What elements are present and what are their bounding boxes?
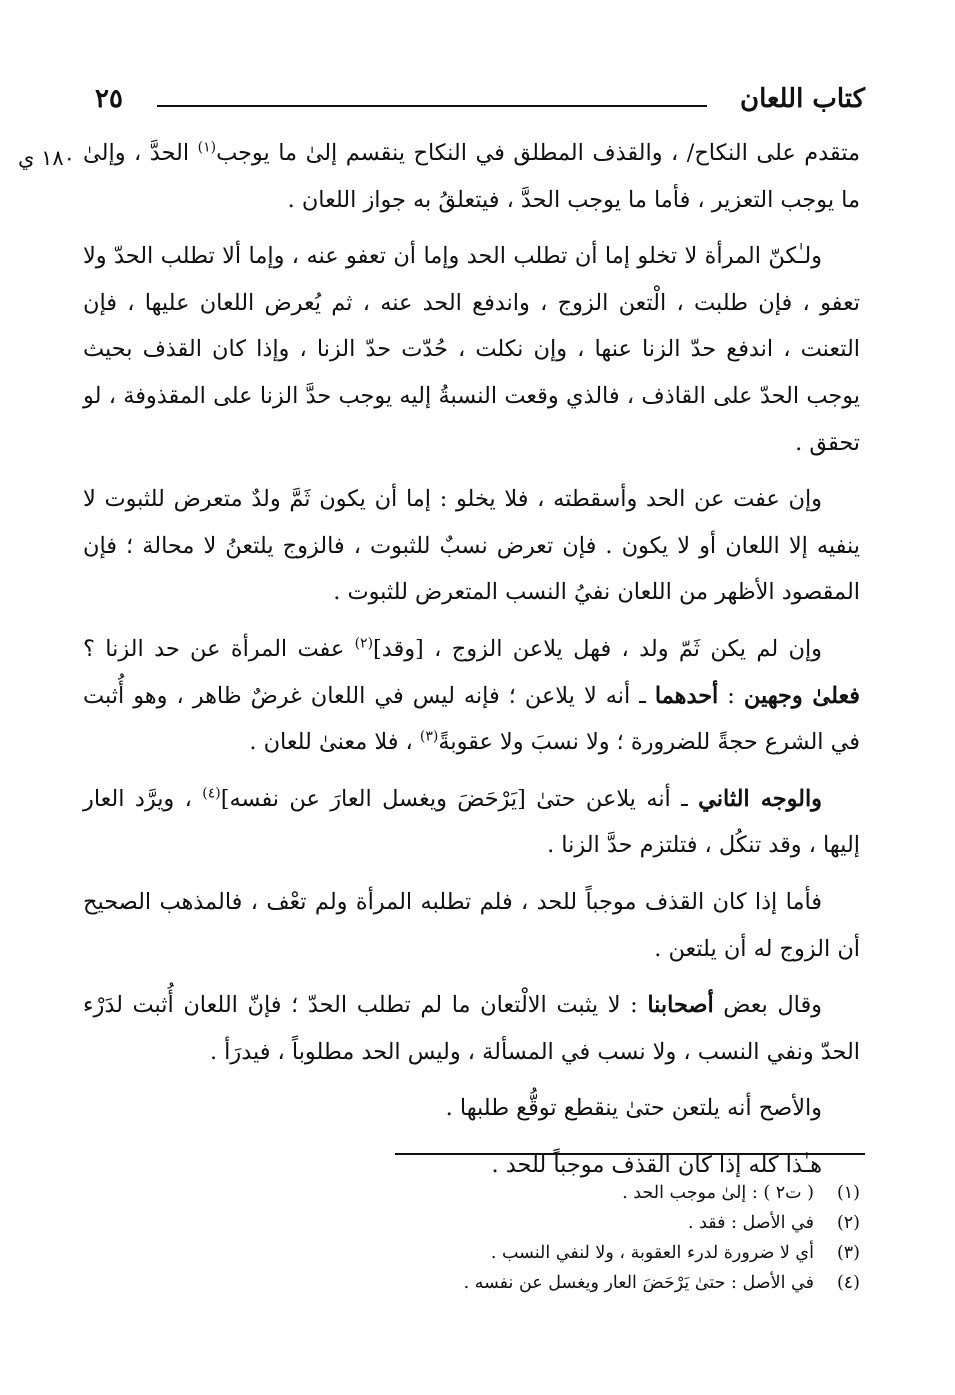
paragraph <box>83 879 860 972</box>
running-header <box>95 84 865 124</box>
text-run: الحدَّ ، وإلىٰ ما يوجب التعزير ، فأما ما يوجب الحدَّ ، فيتعلقُ به جواز اللعان . <box>83 140 860 213</box>
footnote-text: في الأصل : حتىٰ يَرْحَضَ العار ويغسل عن نفسه . <box>463 1273 814 1293</box>
footnote-text: ( ت٢ ) : إلىٰ موجب الحد . <box>622 1183 814 1203</box>
text-run: هـٰذا كله إذا كان القذف موجباً للحد . <box>491 1151 822 1178</box>
footnote-number: (٣) <box>836 1243 860 1263</box>
header-rule <box>157 105 707 107</box>
text-run: والأصح أنه يلتعن حتىٰ ينقطع توقُّع طلبها . <box>445 1095 822 1122</box>
footnote-number: (١) <box>836 1183 860 1203</box>
text-run: وإن لم يكن ثَمّ ولد ، فهل يلاعن الزوج ، [وقد] <box>373 635 822 662</box>
bold-term: أصحابنا <box>647 992 714 1019</box>
paragraph <box>83 130 860 223</box>
text-run: ، ويرَّد العار إليها ، وقد تنكُل ، فتلتزم حدَّ الزنا . <box>83 785 860 859</box>
text-run: متقدم على النكاح/ ، والقذف المطلق في النكاح ينقسم إلىٰ ما يوجب <box>216 140 860 166</box>
text-run: ولـٰكنّ المرأة لا تخلو إما أن تطلب الحد وإما أن تعفو عنه ، وإما ألا تطلب الحدّ ولا تعفو ، فإن طلبت ، الْتعن الزوج ، واندفع الحد عنه ، ثم يُعرض اللعان عليها ، فإن التعنت ، اندفع حدّ الزنا عنها ، وإن نكلت ، حُدّت حدّ الزنا ، وإذا كان القذف بحيث يوجب الحدّ على القاذف ، فالذي وقعت النسبةُ إليه يوجب حدَّ الزنا على المقذوفة ، لو تحقق . <box>83 243 860 456</box>
text-run: : <box>718 682 744 709</box>
footnote-number: (٤) <box>836 1273 860 1293</box>
text-run: ـ أنه لا يلاعن ؛ فإنه ليس في اللعان غرضٌ ظاهر ، وهو أُثبت في الشرع حجةً للضرورة ؛ ولا نسبَ ولا عقوبةً <box>83 682 860 756</box>
chapter-title: كتاب اللعان <box>740 84 865 114</box>
footnote <box>83 1268 860 1298</box>
main-text <box>83 130 860 1198</box>
paragraph <box>83 1085 860 1132</box>
bold-term: فعلىٰ وجهين <box>743 682 860 709</box>
paragraph <box>83 626 860 766</box>
footnote <box>83 1238 860 1268</box>
footnote <box>83 1178 860 1208</box>
footnote <box>83 1208 860 1238</box>
footnote-number: (٢) <box>836 1213 860 1233</box>
footnotes <box>83 1178 860 1298</box>
text-run: عفت المرأة عن حد الزنا ؟ <box>83 635 355 662</box>
text-run: فأما إذا كان القذف موجباً للحد ، فلم تطلبه المرأة ولم تعْف ، فالمذهب الصحيح أن الزوج له أن يلتعن . <box>83 888 860 962</box>
text-run: : لا يثبت الالْتعان ما لم تطلب الحدّ ؛ فإنّ اللعان أُثبت لدَرْء الحدّ ونفي النسب ، ولا نسب في المسألة ، وليس الحد مطلوباً ، فيدرَأ . <box>83 992 860 1065</box>
text-run: وإن عفت عن الحد وأسقطته ، فلا يخلو : إما أن يكون ثَمَّ ولدٌ متعرض للثبوت لا ينفيه إلا اللعان أو لا يكون . فإن تعرض نسبٌ للثبوت ، فالزوج يلتعنُ لا محالة ؛ فإن المقصود الأظهر من اللعان نفيُ النسب المتعرض للثبوت . <box>83 486 860 606</box>
text-run: وقال بعض <box>713 992 822 1019</box>
footnote-marker: (٢) <box>354 635 374 652</box>
footnote-text: في الأصل : فقد . <box>687 1213 814 1233</box>
bold-term: أحدهما <box>654 682 719 709</box>
paragraph <box>83 233 860 466</box>
paragraph <box>83 982 860 1075</box>
paragraph <box>83 476 860 616</box>
footnote-text: أي لا ضرورة لدرء العقوبة ، ولا لنفي النسب . <box>490 1243 814 1263</box>
margin-folio-note: ١٨٠ ي <box>18 146 75 170</box>
page-number: ٢٥ <box>95 84 123 114</box>
bold-term: والوجه الثاني <box>698 785 822 812</box>
footnote-separator <box>395 1153 865 1155</box>
footnote-marker: (٤) <box>202 785 221 802</box>
text-run: ـ أنه يلاعن حتىٰ [يَرْحَضَ ويغسل العارَ عن نفسه] <box>220 785 699 812</box>
footnote-marker: (١) <box>197 139 217 156</box>
paragraph <box>83 776 860 869</box>
text-run: ، فلا معنىٰ للعان . <box>249 729 420 756</box>
footnote-marker: (٣) <box>419 728 439 745</box>
